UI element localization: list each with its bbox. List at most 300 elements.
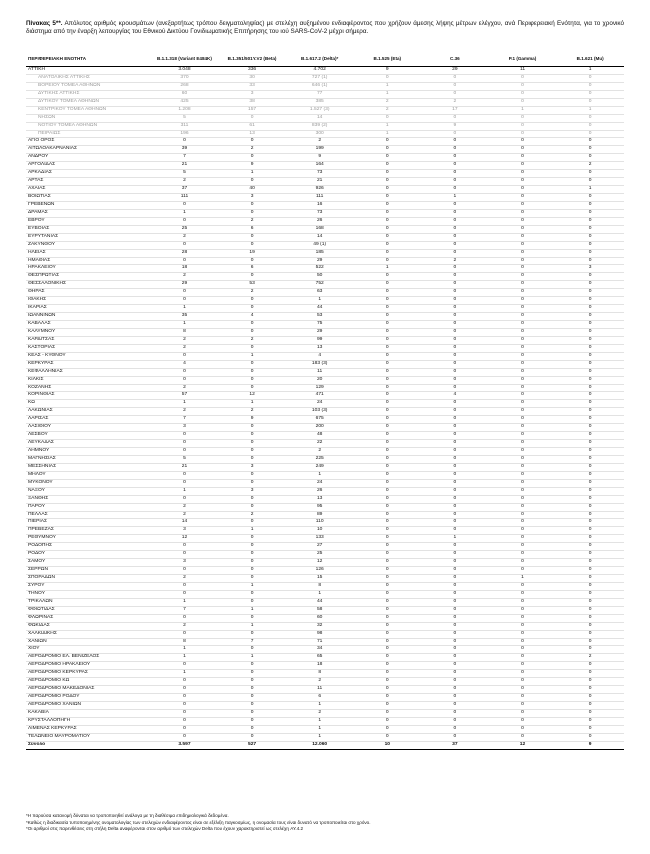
table-row: [26, 217, 624, 225]
case-count: 2: [151, 575, 219, 583]
case-count: 6: [286, 694, 354, 702]
case-count: 0: [218, 368, 286, 376]
table-row: [26, 400, 624, 408]
case-count: 0: [489, 463, 557, 471]
case-count: 1: [151, 487, 219, 495]
case-count: 0: [353, 622, 421, 630]
header-delta: B.1.617.2 (Delta)*: [286, 52, 354, 67]
case-count: 2: [151, 178, 219, 186]
table-header: [26, 52, 624, 67]
case-count: 0: [489, 638, 557, 646]
case-count: 2: [556, 162, 624, 170]
case-count: 126: [286, 567, 354, 575]
case-count: 0: [556, 146, 624, 154]
case-count: 0: [556, 98, 624, 106]
case-count: 2: [151, 233, 219, 241]
region-name: ΡΟΔΟΥ: [26, 551, 151, 559]
case-count: 471: [286, 392, 354, 400]
case-count: 0: [421, 273, 489, 281]
table-row: [26, 495, 624, 503]
case-count: 0: [218, 662, 286, 670]
case-count: 926: [286, 186, 354, 194]
case-count: 7: [151, 154, 219, 162]
table-row: [26, 138, 624, 146]
case-count: 0: [556, 709, 624, 717]
case-count: 48: [286, 432, 354, 440]
table-row: [26, 336, 624, 344]
case-count: 5: [151, 170, 219, 178]
case-count: 0: [218, 448, 286, 456]
case-count: 89: [286, 511, 354, 519]
case-count: 0: [421, 360, 489, 368]
case-count: 0: [218, 138, 286, 146]
case-count: 0: [489, 170, 557, 178]
case-count: 0: [218, 678, 286, 686]
case-count: 0: [556, 336, 624, 344]
case-count: 0: [151, 241, 219, 249]
case-count: 0: [421, 448, 489, 456]
region-name: ΜΗΛΟΥ: [26, 471, 151, 479]
case-count: 0: [151, 376, 219, 384]
case-count: 0: [421, 138, 489, 146]
case-count: 0: [421, 368, 489, 376]
case-count: 752: [286, 281, 354, 289]
case-count: 14: [286, 114, 354, 122]
case-count: 0: [151, 702, 219, 710]
case-count: 0: [421, 527, 489, 535]
case-count: 0: [421, 440, 489, 448]
case-count: 0: [218, 630, 286, 638]
table-row: [26, 416, 624, 424]
case-count: 2: [556, 654, 624, 662]
region-name: ΘΗΡΑΣ: [26, 289, 151, 297]
region-name: ΛΑΣΙΘΙΟΥ: [26, 424, 151, 432]
region-name: ΚΙΛΚΙΣ: [26, 376, 151, 384]
case-count: 0: [489, 582, 557, 590]
region-name: ΚΩ: [26, 400, 151, 408]
case-count: 0: [353, 567, 421, 575]
case-count: 0: [489, 559, 557, 567]
case-count: 0: [218, 178, 286, 186]
region-name: ΦΩΚΙΔΑΣ: [26, 622, 151, 630]
case-count: 39: [151, 146, 219, 154]
region-name: ΠΑΡΟΥ: [26, 503, 151, 511]
table-row: [26, 408, 624, 416]
table-row: [26, 281, 624, 289]
case-count: 0: [421, 384, 489, 392]
region-name: ΑΕΡΟΔΡΟΜΙΟ ΕΛ. ΒΕΝΙΖΕΛΟΣ: [26, 654, 151, 662]
table-row: [26, 440, 624, 448]
table-row: [26, 424, 624, 432]
case-count: 0: [218, 328, 286, 336]
case-count: 0: [353, 448, 421, 456]
case-count: 53: [218, 281, 286, 289]
table-row: [26, 686, 624, 694]
header-beta: B.1.351/501Y.V2 (Beta): [218, 52, 286, 67]
case-count: 0: [556, 313, 624, 321]
total-row: [26, 741, 624, 749]
case-count: 0: [489, 662, 557, 670]
case-count: 0: [489, 551, 557, 559]
case-count: 0: [421, 82, 489, 90]
case-count: 0: [489, 392, 557, 400]
table-row: [26, 249, 624, 257]
region-name: ΚΟΡΙΝΘΙΑΣ: [26, 392, 151, 400]
case-count: 0: [151, 432, 219, 440]
case-count: 0: [353, 162, 421, 170]
case-count: 0: [556, 344, 624, 352]
case-count: 0: [151, 257, 219, 265]
case-count: 0: [421, 463, 489, 471]
case-count: 1: [151, 209, 219, 217]
case-count: 0: [556, 455, 624, 463]
table-row: [26, 74, 624, 82]
case-count: 0: [151, 138, 219, 146]
case-count: 0: [421, 511, 489, 519]
table-row: [26, 82, 624, 90]
case-count: 0: [151, 201, 219, 209]
case-count: 99: [286, 336, 354, 344]
case-count: 0: [218, 344, 286, 352]
case-count: 9: [421, 122, 489, 130]
case-count: 63: [286, 289, 354, 297]
region-name: ΑΡΤΑΣ: [26, 178, 151, 186]
case-count: 1: [151, 646, 219, 654]
case-count: 16: [286, 201, 354, 209]
case-count: 61: [218, 122, 286, 130]
case-count: 0: [353, 598, 421, 606]
case-count: 0: [353, 146, 421, 154]
region-name: ΠΕΙΡΑΙΩΣ: [26, 130, 151, 138]
case-count: 1: [151, 654, 219, 662]
case-count: 0: [218, 376, 286, 384]
case-count: 199: [286, 146, 354, 154]
case-count: 0: [421, 281, 489, 289]
case-count: 0: [218, 598, 286, 606]
case-count: 0: [151, 725, 219, 733]
case-count: 3: [218, 90, 286, 98]
case-count: 0: [218, 201, 286, 209]
case-count: 0: [556, 646, 624, 654]
case-count: 3: [556, 265, 624, 273]
case-count: 0: [556, 694, 624, 702]
case-count: 0: [489, 328, 557, 336]
case-count: 0: [489, 98, 557, 106]
case-count: 0: [353, 186, 421, 194]
case-count: 18: [151, 265, 219, 273]
case-count: 0: [421, 598, 489, 606]
region-name: ΘΕΣΠΡΩΤΙΑΣ: [26, 273, 151, 281]
header-eta: B.1.525 (Eta): [353, 52, 421, 67]
case-count: 0: [489, 400, 557, 408]
case-count: 0: [489, 360, 557, 368]
case-count: 370: [151, 74, 219, 82]
case-count: 0: [489, 257, 557, 265]
case-count: 7: [218, 638, 286, 646]
case-count: 0: [489, 670, 557, 678]
case-count: 0: [421, 495, 489, 503]
case-count: 0: [489, 344, 557, 352]
case-count: 13: [286, 495, 354, 503]
case-count: 0: [151, 448, 219, 456]
case-count: 0: [421, 503, 489, 511]
case-count: 37: [421, 741, 489, 749]
footnote: *Καθώς η διαδικασία τυποποιημένης ονοματολογίας των στελεχών ενδιαφέροντος είναι σε εξέλιξη παγκοσμίως, η ονομασία τους είναι δυνατό να τροποποιείται στο χρόνο.: [26, 819, 371, 825]
case-count: 0: [151, 352, 219, 360]
table-row: [26, 503, 624, 511]
case-count: 8: [286, 582, 354, 590]
case-count: 0: [353, 416, 421, 424]
case-count: 21: [286, 178, 354, 186]
case-count: 0: [353, 694, 421, 702]
case-count: 0: [353, 209, 421, 217]
case-count: 1: [218, 400, 286, 408]
case-count: 0: [218, 567, 286, 575]
case-count: 12.060: [286, 741, 354, 749]
case-count: 15: [286, 575, 354, 583]
case-count: 0: [353, 519, 421, 527]
case-count: 0: [353, 201, 421, 209]
table-caption: [26, 20, 624, 37]
case-count: 0: [353, 670, 421, 678]
table-row: [26, 622, 624, 630]
case-count: 0: [353, 495, 421, 503]
case-count: 0: [556, 559, 624, 567]
case-count: 164: [286, 162, 354, 170]
case-count: 675: [286, 416, 354, 424]
case-count: 75: [286, 321, 354, 329]
case-count: 0: [353, 154, 421, 162]
table-row: [26, 559, 624, 567]
case-count: 0: [151, 709, 219, 717]
case-count: 0: [489, 233, 557, 241]
case-count: 0: [353, 257, 421, 265]
case-count: 0: [353, 590, 421, 598]
case-count: 9: [353, 67, 421, 75]
case-count: 1: [353, 82, 421, 90]
case-count: 0: [489, 725, 557, 733]
case-count: 2: [421, 98, 489, 106]
region-name: ΕΥΡΥΤΑΝΙΑΣ: [26, 233, 151, 241]
table-row: [26, 654, 624, 662]
case-count: 1: [286, 471, 354, 479]
case-count: 13: [218, 130, 286, 138]
region-name: ΚΕΑΣ - ΚΥΘΝΟΥ: [26, 352, 151, 360]
case-count: 0: [556, 471, 624, 479]
case-count: 0: [421, 217, 489, 225]
header-gamma: P.1 (Gamma): [489, 52, 557, 67]
table-row: [26, 670, 624, 678]
region-name: ΚΕΡΚΥΡΑΣ: [26, 360, 151, 368]
case-count: 4: [218, 313, 286, 321]
case-count: 1: [218, 352, 286, 360]
case-count: 0: [556, 702, 624, 710]
table-row: [26, 590, 624, 598]
case-count: 12: [218, 392, 286, 400]
case-count: 0: [421, 186, 489, 194]
region-name: ΑΝΔΡΟΥ: [26, 154, 151, 162]
case-count: 0: [556, 582, 624, 590]
case-count: 0: [489, 622, 557, 630]
table-row: [26, 376, 624, 384]
case-count: 0: [421, 225, 489, 233]
case-count: 0: [556, 233, 624, 241]
case-count: 183 (3): [286, 360, 354, 368]
case-count: 4: [421, 392, 489, 400]
case-count: 10: [353, 741, 421, 749]
region-name: ΔΥΤΙΚΗΣ ΑΤΤΙΚΗΣ: [26, 90, 151, 98]
case-count: 0: [218, 257, 286, 265]
case-count: 6: [218, 225, 286, 233]
case-count: 0: [353, 336, 421, 344]
region-name: ΧΑΝΙΩΝ: [26, 638, 151, 646]
table-row: [26, 130, 624, 138]
header-region: ΠΕΡΙΦΕΡΕΙΑΚΗ ΕΝΟΤΗΤΑ: [26, 52, 151, 67]
case-count: 0: [489, 598, 557, 606]
case-count: 49 (1): [286, 241, 354, 249]
case-count: 37: [151, 186, 219, 194]
case-count: 0: [421, 297, 489, 305]
region-name: ΑΙΤΩΛΟΑΚΑΡΝΑΝΙΑΣ: [26, 146, 151, 154]
case-count: 0: [421, 289, 489, 297]
case-count: 2: [286, 709, 354, 717]
table-row: [26, 352, 624, 360]
case-count: 0: [489, 479, 557, 487]
case-count: 0: [218, 241, 286, 249]
table-row: [26, 225, 624, 233]
table-row: [26, 114, 624, 122]
case-count: 0: [556, 527, 624, 535]
region-name: ΣΕΡΡΩΝ: [26, 567, 151, 575]
case-count: 65: [286, 654, 354, 662]
case-count: 1: [489, 575, 557, 583]
region-name: ΡΕΘΥΜΝΟΥ: [26, 535, 151, 543]
case-count: 0: [489, 146, 557, 154]
case-count: 0: [421, 543, 489, 551]
case-count: 29: [286, 257, 354, 265]
case-count: 133: [286, 535, 354, 543]
case-count: 4: [151, 360, 219, 368]
case-count: 26: [286, 487, 354, 495]
region-name: ΛΗΜΝΟΥ: [26, 448, 151, 456]
table-row: [26, 392, 624, 400]
case-count: 185: [286, 249, 354, 257]
case-count: 0: [556, 440, 624, 448]
region-name: ΞΑΝΘΗΣ: [26, 495, 151, 503]
case-count: 2: [151, 344, 219, 352]
case-count: 58: [286, 606, 354, 614]
case-count: 0: [556, 360, 624, 368]
case-count: 0: [353, 305, 421, 313]
case-count: 0: [556, 503, 624, 511]
case-count: 0: [489, 225, 557, 233]
region-name: ΑΕΡΟΔΡΟΜΙΟ ΡΟΔΟΥ: [26, 694, 151, 702]
table-row: [26, 67, 624, 75]
case-count: 0: [489, 527, 557, 535]
case-count: 0: [421, 162, 489, 170]
region-name: ΗΛΕΙΑΣ: [26, 249, 151, 257]
case-count: 0: [353, 662, 421, 670]
region-name: ΠΡΕΒΕΖΑΣ: [26, 527, 151, 535]
region-name: Σύνολο: [26, 741, 151, 749]
case-count: 0: [421, 725, 489, 733]
region-name: ΑΕΡΟΔΡΟΜΙΟ ΧΑΝΙΩΝ: [26, 702, 151, 710]
region-name: ΚΟΖΑΝΗΣ: [26, 384, 151, 392]
table-row: [26, 344, 624, 352]
region-name: ΔΡΑΜΑΣ: [26, 209, 151, 217]
case-count: 0: [151, 678, 219, 686]
table-row: [26, 455, 624, 463]
case-count: 0: [489, 487, 557, 495]
table-row: [26, 598, 624, 606]
case-count: 0: [489, 90, 557, 98]
case-count: 0: [421, 646, 489, 654]
case-count: 0: [218, 471, 286, 479]
case-count: 425: [151, 98, 219, 106]
case-count: 1: [353, 90, 421, 98]
case-count: 1: [286, 725, 354, 733]
case-count: 0: [489, 408, 557, 416]
case-count: 0: [556, 614, 624, 622]
case-count: 0: [353, 725, 421, 733]
case-count: 0: [421, 90, 489, 98]
case-count: 24: [286, 479, 354, 487]
case-count: 1: [286, 717, 354, 725]
case-count: 0: [353, 527, 421, 535]
case-count: 0: [556, 122, 624, 130]
case-count: 0: [556, 305, 624, 313]
case-count: 1: [151, 321, 219, 329]
case-count: 0: [489, 321, 557, 329]
case-count: 2: [286, 138, 354, 146]
case-count: 0: [421, 265, 489, 273]
case-count: 3.597: [151, 741, 219, 749]
case-count: 0: [556, 376, 624, 384]
case-count: 0: [421, 559, 489, 567]
region-name: ΕΒΡΟΥ: [26, 217, 151, 225]
case-count: 0: [556, 670, 624, 678]
case-count: 1: [218, 527, 286, 535]
region-name: ΚΕΦΑΛΛΗΝΙΑΣ: [26, 368, 151, 376]
header-c36: C.36: [421, 52, 489, 67]
region-name: ΚΑΚΑΒΙΑ: [26, 709, 151, 717]
table-row: [26, 575, 624, 583]
case-count: 30: [218, 74, 286, 82]
case-count: 0: [353, 503, 421, 511]
case-count: 0: [556, 678, 624, 686]
case-count: 0: [489, 567, 557, 575]
case-count: 60: [286, 614, 354, 622]
region-name: ΝΗΣΩΝ: [26, 114, 151, 122]
case-count: 0: [556, 567, 624, 575]
case-count: 0: [218, 709, 286, 717]
case-count: 0: [489, 194, 557, 202]
case-count: 0: [353, 709, 421, 717]
region-name: ΒΟΡΕΙΟΥ ΤΟΜΕΑ ΑΘΗΝΩΝ: [26, 82, 151, 90]
region-name: ΛΑΚΩΝΙΑΣ: [26, 408, 151, 416]
case-count: 0: [489, 313, 557, 321]
case-count: 21: [151, 463, 219, 471]
region-name: ΑΕΡΟΔΡΟΜΙΟ ΜΑΚΕΔΟΝΙΑΣ: [26, 686, 151, 694]
case-count: 1: [151, 400, 219, 408]
case-count: 2: [353, 106, 421, 114]
case-count: 0: [151, 717, 219, 725]
case-count: 0: [421, 336, 489, 344]
case-count: 2: [218, 511, 286, 519]
case-count: 168: [286, 225, 354, 233]
case-count: 2: [151, 503, 219, 511]
case-count: 0: [218, 360, 286, 368]
